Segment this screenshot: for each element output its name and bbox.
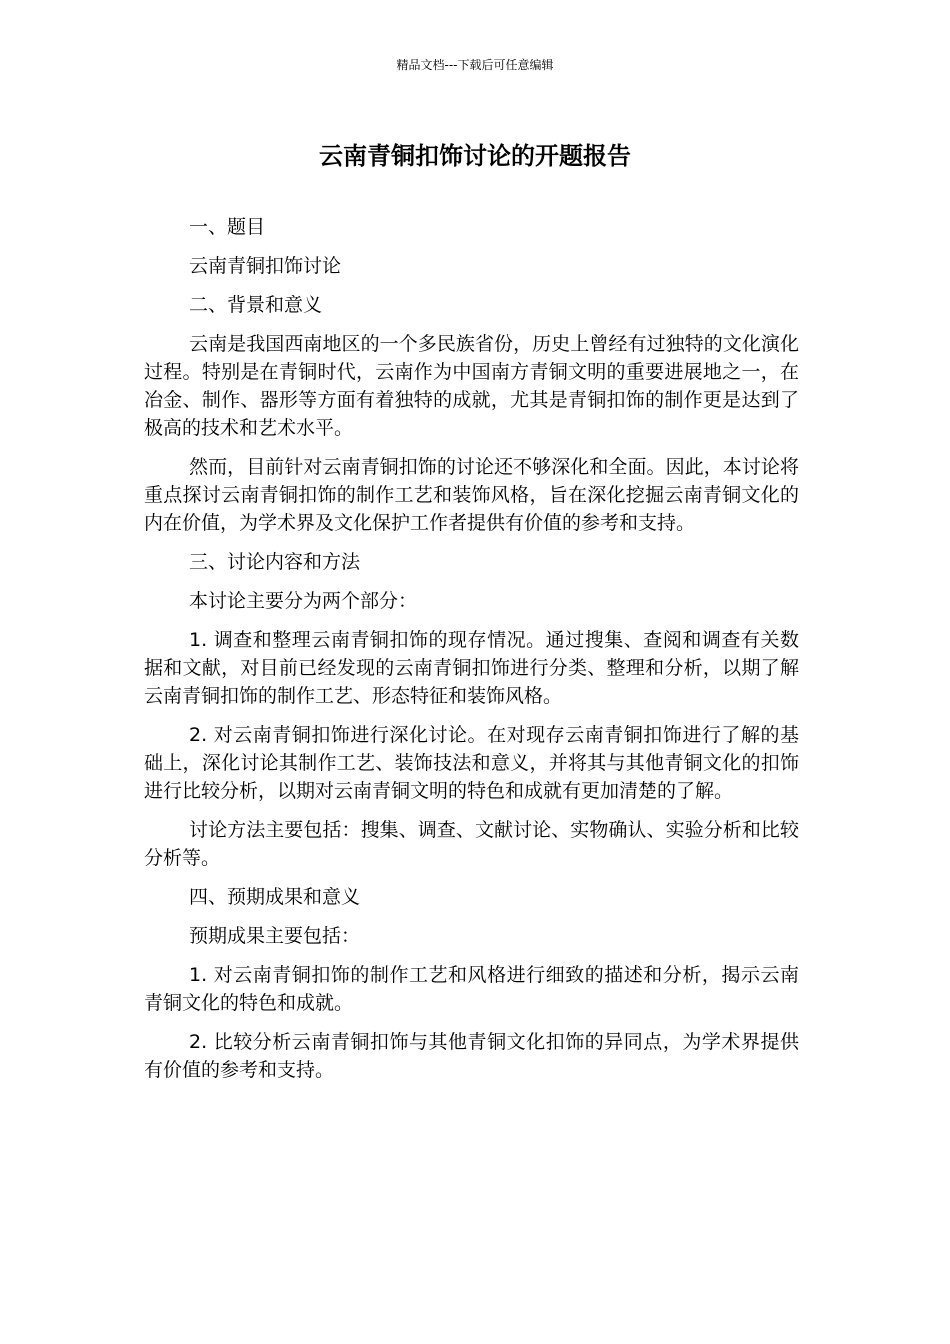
results-item-1: 1. 对云南青铜扣饰的制作工艺和风格进行细致的描述和分析，揭示云南青铜文化的特色和成就。 [144, 964, 799, 1014]
document-title: 云南青铜扣饰讨论的开题报告 [319, 142, 631, 170]
content-item-2: 2. 对云南青铜扣饰进行深化讨论。在对现存云南青铜扣饰进行了解的基础上，深化讨论其制作工艺、装饰技法和意义，并将其与其他青铜文化的扣饰进行比较分析，以期对云南青铜文明的特色和成就有更加清楚的了解。 [144, 724, 799, 802]
section-heading-topic: 一、题目 [189, 216, 266, 238]
results-item-2: 2. 比较分析云南青铜扣饰与其他青铜文化扣饰的异同点，为学术界提供有价值的参考和支持。 [144, 1031, 799, 1081]
significance-paragraph: 然而，目前针对云南青铜扣饰的讨论还不够深化和全面。因此，本讨论将重点探讨云南青铜扣饰的制作工艺和装饰风格，旨在深化挖掘云南青铜文化的内在价值，为学术界及文化保护工作者提供有价值的参考和支持。 [144, 456, 799, 534]
content-intro-paragraph: 本讨论主要分为两个部分： [189, 590, 418, 612]
topic-text: 云南青铜扣饰讨论 [189, 255, 342, 277]
methods-paragraph: 讨论方法主要包括：搜集、调查、文献讨论、实物确认、实验分析和比较分析等。 [144, 819, 799, 869]
section-heading-background: 二、背景和意义 [189, 294, 323, 316]
document-body [144, 213, 799, 1095]
page-header-watermark: 精品文档---下载后可任意编辑 [396, 58, 554, 72]
background-paragraph: 云南是我国西南地区的一个多民族省份，历史上曾经有过独特的文化演化过程。特别是在青铜时代，云南作为中国南方青铜文明的重要进展地之一，在冶金、制作、器形等方面有着独特的成就，尤其是青铜扣饰的制作更是达到了极高的技术和艺术水平。 [144, 333, 799, 439]
section-heading-content-methods: 三、讨论内容和方法 [189, 551, 361, 573]
results-intro-paragraph: 预期成果主要包括： [189, 925, 361, 947]
content-item-1: 1. 调查和整理云南青铜扣饰的现存情况。通过搜集、查阅和调查有关数据和文献，对目前已经发现的云南青铜扣饰进行分类、整理和分析，以期了解云南青铜扣饰的制作工艺、形态特征和装饰风格。 [144, 629, 799, 707]
section-heading-expected-results: 四、预期成果和意义 [189, 886, 361, 908]
